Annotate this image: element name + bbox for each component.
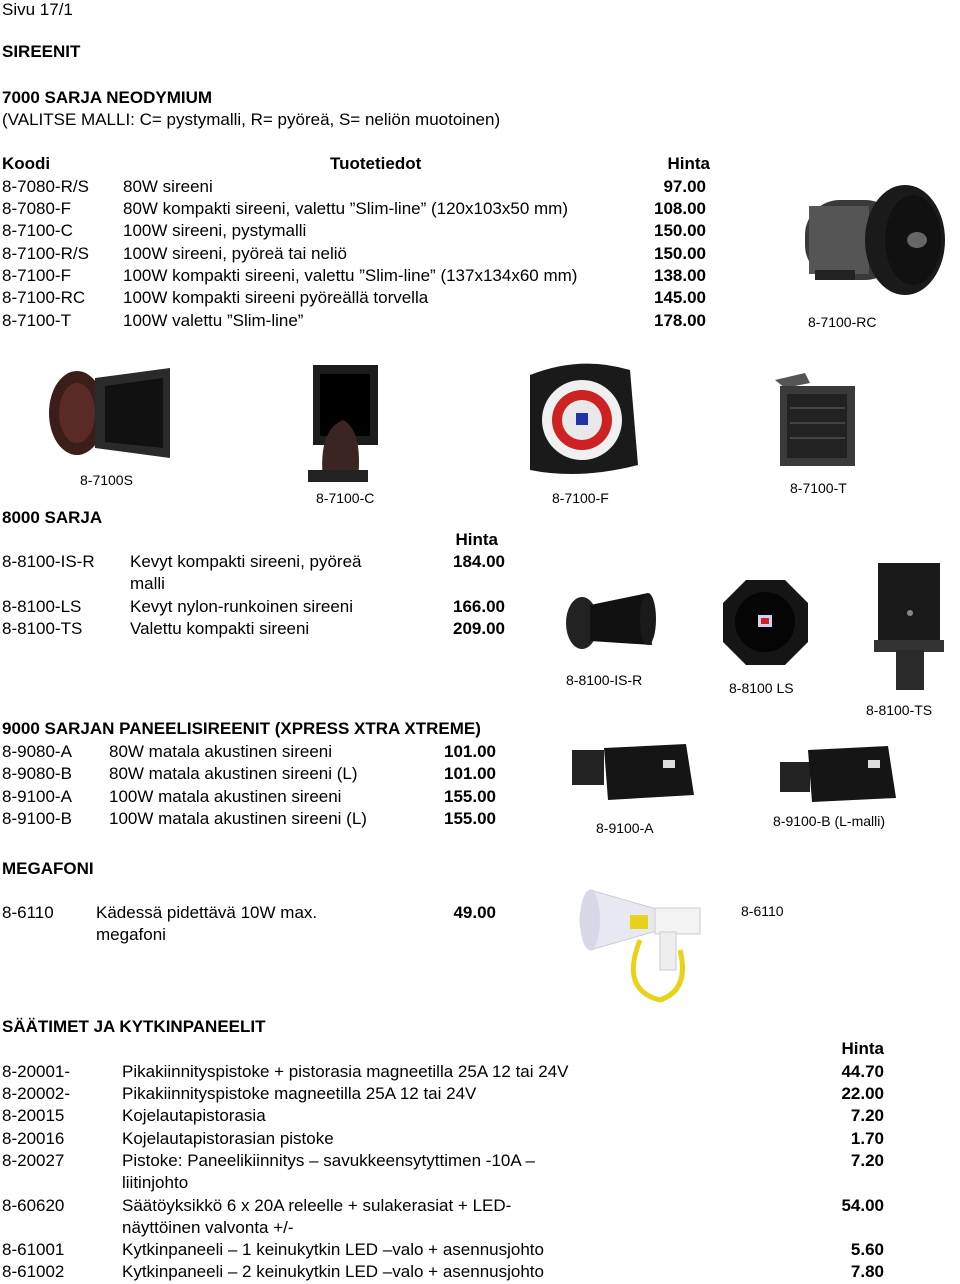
row-desc: Kevyt nylon-runkoinen sireeni [130, 597, 354, 616]
panel-siren-a-image [568, 740, 698, 810]
row-desc: Kojelautapistorasian pistoke [122, 1129, 334, 1148]
megafoni-desc-cont: megafoni [96, 925, 166, 944]
row-code: 8-60620 [2, 1196, 65, 1215]
caption-ts: 8-8100-TS [866, 702, 933, 718]
row-price: 54.00 [841, 1196, 884, 1215]
row-desc: 100W valettu ”Slim-line” [123, 311, 304, 330]
row-price: 5.60 [850, 1240, 884, 1259]
row-desc: 80W matala akustinen sireeni [109, 742, 333, 761]
megaphone-image [560, 880, 710, 1010]
caption-rc: 8-7100-RC [808, 314, 877, 330]
row-code: 8-7100-R/S [2, 244, 89, 263]
row-desc: Pikakiinnityspistoke magneetilla 25A 12 tai 24V [122, 1084, 477, 1103]
s7000-heading: 7000 SARJA NEODYMIUM [2, 88, 213, 107]
row-code: 8-20016 [2, 1129, 65, 1148]
row-code: 8-8100-TS [2, 619, 83, 638]
row-desc: 80W kompakti sireeni, valettu ”Slim-line” (120x103x50 mm) [123, 199, 568, 218]
row-code: 8-9100-B [2, 809, 72, 828]
row-desc: 80W sireeni [123, 177, 213, 196]
row-code: 8-9100-A [2, 787, 72, 806]
siren-c-image [288, 360, 388, 490]
row-code: 8-20002- [2, 1084, 71, 1103]
caption-a: 8-9100-A [596, 820, 654, 836]
row-price: 7.20 [850, 1151, 884, 1170]
row-price: 22.00 [841, 1084, 884, 1103]
row-price: 7.20 [850, 1106, 884, 1125]
row-price: 145.00 [654, 288, 706, 307]
col-header-info: Tuotetiedot [330, 154, 422, 173]
row-desc: 100W matala akustinen sireeni (L) [109, 809, 367, 828]
row-price: 44.70 [841, 1062, 884, 1081]
row-desc: 100W kompakti sireeni, valettu ”Slim-line” (137x134x60 mm) [123, 266, 578, 285]
row-desc: Pikakiinnityspistoke + pistorasia magneetilla 25A 12 tai 24V [122, 1062, 569, 1081]
caption-megafoni: 8-6110 [741, 903, 784, 919]
row-price: 101.00 [444, 764, 496, 783]
row-desc-cont: liitinjohto [122, 1173, 189, 1192]
megafoni-desc: Kädessä pidettävä 10W max. [96, 903, 318, 922]
row-price: 166.00 [453, 597, 505, 616]
row-code: 8-7080-R/S [2, 177, 89, 196]
megafoni-code: 8-6110 [2, 903, 54, 922]
caption-t: 8-7100-T [790, 480, 847, 496]
row-price: 7.80 [850, 1262, 884, 1281]
megafoni-heading: MEGAFONI [2, 859, 94, 878]
col-header-code: Koodi [2, 154, 51, 173]
row-desc-cont: näyttöinen valvonta +/- [122, 1218, 294, 1237]
col-header-price: Hinta [667, 154, 710, 173]
row-desc: 100W sireeni, pystymalli [123, 221, 307, 240]
row-price: 138.00 [654, 266, 706, 285]
row-desc: Kevyt kompakti sireeni, pyöreä [130, 552, 362, 571]
siren-t-image [765, 368, 865, 473]
row-desc: Kytkinpaneeli – 2 keinukytkin LED –valo + asennusjohto [122, 1262, 544, 1281]
row-desc: Pistoke: Paneelikiinnitys – savukkeensytyttimen -10A – [122, 1151, 535, 1170]
row-code: 8-20001- [2, 1062, 71, 1081]
row-desc: 100W matala akustinen sireeni [109, 787, 342, 806]
row-code: 8-61002 [2, 1262, 65, 1281]
row-code: 8-7100-RC [2, 288, 86, 307]
siren-f-image [520, 355, 650, 485]
row-desc: 80W matala akustinen sireeni (L) [109, 764, 358, 783]
row-desc: 100W sireeni, pyöreä tai neliö [123, 244, 347, 263]
row-desc: Säätöyksikkö 6 x 20A releelle + sulakerasiat + LED- [122, 1196, 512, 1215]
row-code: 8-8100-LS [2, 597, 82, 616]
row-desc: 100W kompakti sireeni pyöreällä torvella [123, 288, 429, 307]
caption-c: 8-7100-C [316, 490, 375, 506]
caption-ls: 8-8100 LS [729, 680, 794, 696]
row-price: 108.00 [654, 199, 706, 218]
s7000-subheading: (VALITSE MALLI: C= pystymalli, R= pyöreä, S= neliön muotoinen) [2, 110, 501, 129]
row-code: 8-7100-F [2, 266, 71, 285]
row-price: 150.00 [654, 244, 706, 263]
row-price: 155.00 [444, 787, 496, 806]
caption-f: 8-7100-F [552, 490, 609, 506]
siren-rc-image [795, 170, 950, 310]
caption-b: 8-9100-B (L-malli) [773, 813, 886, 829]
row-price: 155.00 [444, 809, 496, 828]
section-title: SIREENIT [2, 42, 81, 61]
row-price: 178.00 [654, 311, 706, 330]
s8000-heading: 8000 SARJA [2, 508, 103, 527]
row-price: 97.00 [663, 177, 706, 196]
siren-isr-image [560, 575, 660, 665]
siren-ls-image [718, 575, 813, 670]
row-desc: Kojelautapistorasia [122, 1106, 266, 1125]
row-price: 209.00 [453, 619, 505, 638]
row-price: 1.70 [850, 1129, 884, 1148]
row-code: 8-8100-IS-R [2, 552, 95, 571]
saatimet-col-price: Hinta [841, 1039, 884, 1058]
row-price: 101.00 [444, 742, 496, 761]
row-code: 8-9080-A [2, 742, 72, 761]
row-code: 8-9080-B [2, 764, 72, 783]
caption-isr: 8-8100-IS-R [566, 672, 643, 688]
s8000-col-price: Hinta [455, 530, 498, 549]
megafoni-price: 49.00 [453, 903, 496, 922]
row-price: 150.00 [654, 221, 706, 240]
row-code: 8-61001 [2, 1240, 65, 1259]
row-code: 8-20027 [2, 1151, 65, 1170]
saatimet-heading: SÄÄTIMET JA KYTKINPANEELIT [2, 1017, 266, 1036]
panel-siren-b-image [778, 740, 908, 810]
row-code: 8-20015 [2, 1106, 65, 1125]
caption-s: 8-7100S [80, 472, 133, 488]
row-code: 8-7100-T [2, 311, 71, 330]
s9000-heading: 9000 SARJAN PANEELISIREENIT (XPRESS XTRA XTREME) [2, 719, 481, 738]
row-price: 184.00 [453, 552, 505, 571]
row-desc: Kytkinpaneeli – 1 keinukytkin LED –valo + asennusjohto [122, 1240, 544, 1259]
siren-s-image [45, 358, 175, 463]
page-label: Sivu 17/1 [2, 0, 73, 19]
row-code: 8-7100-C [2, 221, 73, 240]
row-code: 8-7080-F [2, 199, 71, 218]
row-desc-cont: malli [130, 574, 165, 593]
row-desc: Valettu kompakti sireeni [130, 619, 310, 638]
siren-ts-image [868, 558, 948, 693]
